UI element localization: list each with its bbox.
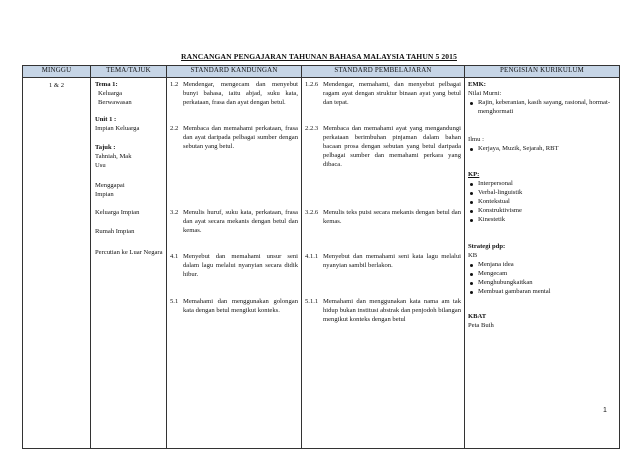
- kandungan-item: 5.1 Memahami dan menggunakan golongan kata dengan betul mengikut konteks.: [170, 298, 298, 314]
- list-item: Konstruktivisme: [468, 207, 616, 216]
- kbat-value: Peta Buih: [468, 321, 494, 329]
- emk-label: EMK:: [468, 81, 486, 88]
- topic-item: Percutian ke Luar Negara: [95, 249, 163, 256]
- topic-item: Keluarga Impian: [95, 209, 140, 216]
- pembelajaran-item: 5.1.1 Memahami dan menggunakan kata nama am tak hidup bukan institusi abstrak dan penjodoh bilangan mengikut konteks dengan betul: [305, 298, 461, 323]
- kandungan-item: 3.2 Menulis huruf, suku kata, perkataan, frasa dan ayat secara mekanis dengan betul dan kemas.: [170, 209, 298, 234]
- header-standard-pembelajaran: STANDARD PEMBELAJARAN: [302, 66, 465, 78]
- pembelajaran-item: 2.2.3 Membaca dan memahami ayat yang mengandungi perkataan berimbuhan pinjaman dalam bahan bacaan prosa dengan sebutan yang betul daripada pelbagai sumber dan memahami perkara yang dibaca.: [305, 125, 461, 168]
- list-item: Interpersonal: [468, 180, 616, 189]
- teaching-plan-table: [22, 65, 620, 449]
- kbat-label: KBAT: [468, 313, 487, 320]
- table-row: [23, 78, 620, 449]
- header-minggu: MINGGU: [23, 66, 91, 78]
- tajuk-label: Tajuk :: [95, 144, 116, 151]
- header-tema-tajuk: TEMA/TAJUK: [91, 66, 167, 78]
- topic-item: Rumah Impian: [95, 228, 135, 235]
- list-item: Kinestetik: [468, 216, 616, 225]
- cell-minggu: [23, 78, 91, 449]
- page-number: 1: [603, 407, 607, 414]
- unit-label: Unit 1 :: [95, 116, 117, 123]
- tajuk-value: Tahniah, Mak Usu: [95, 152, 132, 169]
- pembelajaran-item: 1.2.6 Mendengar, memahami, dan menyebut pelbagai ragam ayat dengan struktur binaan ayat yang betul dan tepat.: [305, 81, 461, 106]
- list-item: Menghubungkaitkan: [468, 279, 616, 288]
- kandungan-item: 2.2 Membaca dan memahami perkataan, frasa dan ayat daripada pelbagai sumber dengan sebutan yang betul.: [170, 125, 298, 150]
- strategi-sub: KB: [468, 251, 478, 259]
- nilai-label: Nilai Murni:: [468, 89, 502, 97]
- kp-list: [468, 180, 616, 225]
- nilai-list: [468, 99, 616, 117]
- header-pengisian-kurikulum: PENGISIAN KURIKULUM: [465, 66, 620, 78]
- list-item: Kontekstual: [468, 198, 616, 207]
- ilmu-label: Ilmu :: [468, 136, 484, 143]
- topic-item: Menggapai Impian: [95, 182, 125, 198]
- cell-pengisian-kurikulum: [465, 78, 620, 449]
- list-item: Verbal-linguistik: [468, 189, 616, 198]
- list-item: Menjana idea: [468, 261, 616, 270]
- minggu-value: 1 & 2: [48, 82, 65, 89]
- pembelajaran-item: 4.1.1 Menyebut dan memahami seni kata lagu melalui nyanyian sambil berlakon.: [305, 253, 461, 269]
- list-item: Rajin, keberanian, kasih sayang, rasional, hormat-menghormati: [468, 99, 616, 117]
- cell-standard-kandungan: [167, 78, 302, 449]
- kandungan-item: 1.2 Mendengar, mengecam dan menyebut bunyi bahasa, iaitu abjad, suku kata, perkataan, frasa dan ayat dengan betul.: [170, 81, 298, 106]
- kp-label: KP:: [468, 171, 480, 178]
- strategi-list: [468, 261, 616, 297]
- tema-value: Keluarga Berwawasan: [98, 89, 132, 106]
- document-title: RANCANGAN PENGAJARAN TAHUNAN BAHASA MALAYSIA TAHUN 5 2015: [181, 52, 457, 61]
- kandungan-item: 4.1 Menyebut dan memahami unsur seni dalam lagu melalui nyanyian secara didik hibur.: [170, 253, 298, 278]
- list-item: Membuat gambaran mental: [468, 288, 616, 297]
- ilmu-list: [468, 145, 616, 154]
- strategi-label: Strategi pdp:: [468, 243, 506, 250]
- header-standard-kandungan: STANDARD KANDUNGAN: [167, 66, 302, 78]
- cell-tema-tajuk: [91, 78, 167, 449]
- unit-value: Impian Keluarga: [95, 124, 140, 132]
- list-item: Mengecam: [468, 270, 616, 279]
- list-item: Kerjaya, Muzik, Sejarah, RBT: [468, 145, 616, 154]
- cell-standard-pembelajaran: [302, 78, 465, 449]
- tema-label: Tema 1:: [95, 81, 118, 88]
- pembelajaran-item: 3.2.6 Menulis teks puisi secara mekanis dengan betul dan kemas.: [305, 209, 461, 225]
- table-header-row: [23, 66, 620, 78]
